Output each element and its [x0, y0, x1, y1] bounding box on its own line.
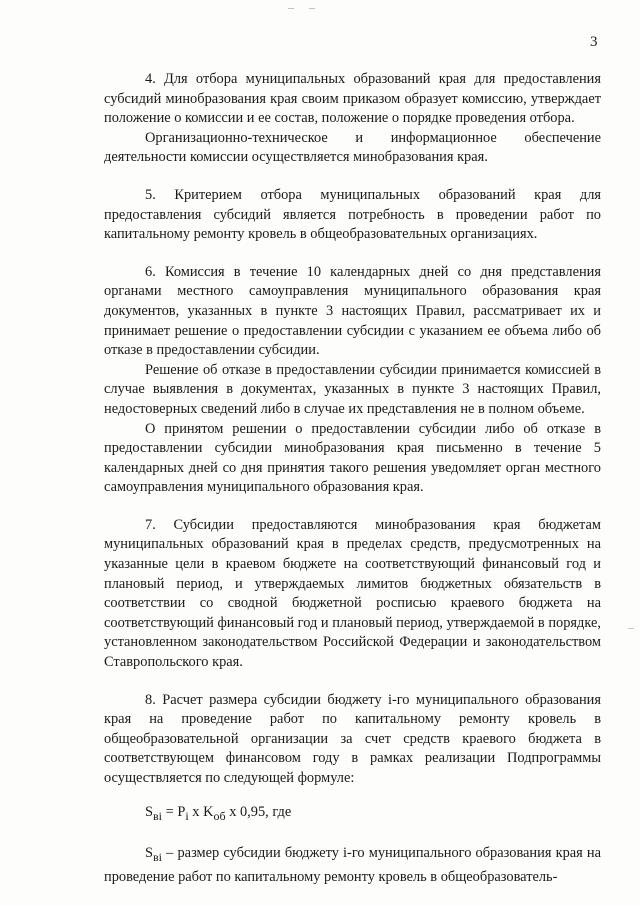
formula-k-subscript: об	[213, 808, 226, 823]
top-mark: – –	[288, 0, 321, 14]
paragraph-6-refusal: Решение об отказе в предоставлении субсидии принимается комиссией в случае выявления в документах, указанных в пункте 3 настоящих Правил, недостоверных сведений либо в случае их представления не в полном объеме.	[104, 361, 601, 417]
page-number: 3	[590, 34, 598, 50]
paragraph-4: 4. Для отбора муниципальных образований края для предоставления субсидий минобразования края своим приказом образует комиссию, утверждает положение о комиссии и ее состав, положение о порядке проведения отбора.	[104, 71, 601, 127]
margin-tick	[628, 628, 634, 629]
formula-equals-p: = P	[162, 803, 186, 820]
formula-tail: х 0,95, где	[225, 803, 292, 820]
paragraph-8: 8. Расчет размера субсидии бюджету i-го муниципального образования края на проведение работ по капитальному ремонту кровель в общеобразовательной организации за счет средств краевого бюджета в соответствующем финансовом году в рамках реализации Подпрограммы осуществляется по следующей формуле:	[104, 691, 601, 786]
formula-s-subscript: вi	[153, 808, 163, 823]
paragraph-5: 5. Критерием отбора муниципальных образований края для предоставления субсидий является потребность в проведении работ по капитальному ремонту кровель в общеобразовательных организациях.	[104, 186, 601, 243]
paragraph-4-continued: Организационно-техническое и информационное обеспечение деятельности комиссии осуществляется минобразования края.	[104, 129, 601, 166]
subsidy-formula	[145, 803, 601, 826]
definition-s: S	[145, 845, 154, 862]
paragraph-6: 6. Комиссия в течение 10 календарных дней со дня представления органами местного самоуправления муниципального образования края документов, указанных в пункте 3 настоящих Правил, рассматривает их и принимает решение о предоставлении субсидии с указанием ее объема либо об отказе в предоставлении субсидии.	[104, 263, 601, 359]
formula-s: S	[145, 803, 154, 820]
formula-p-subscript: i	[185, 808, 189, 823]
definition-s-subscript: вi	[153, 849, 163, 864]
document-body	[104, 70, 601, 887]
definition-text: – размер субсидии бюджету i-го муниципального образования края на проведение работ по капитальному ремонту кровель в общеобразователь-	[104, 845, 601, 885]
paragraph-6-notice: О принятом решении о предоставлении субсидии либо об отказе в предоставлении субсидии минобразования края письменно в течение 5 календарных дней со дня принятия такого решения уведомляет орган местного самоуправления муниципального образования края.	[104, 420, 601, 496]
formula-times-k: х K	[188, 803, 214, 820]
paragraph-7: 7. Субсидии предоставляются минобразования края бюджетам муниципальных образований края в пределах средств, предусмотренных на указанные цели в краевом бюджете на соответствующий финансовый год и плановый период, и утверждаемых лимитов бюджетных обязательств в соответствии со сводной бюджетной росписью краевого бюджета на соответствующий финансовый год и плановый период, утверждаемой в порядке, установленном законодательством Российской Федерации и законодательством Ставропольского края.	[104, 516, 601, 671]
paragraph-definition	[104, 844, 601, 887]
